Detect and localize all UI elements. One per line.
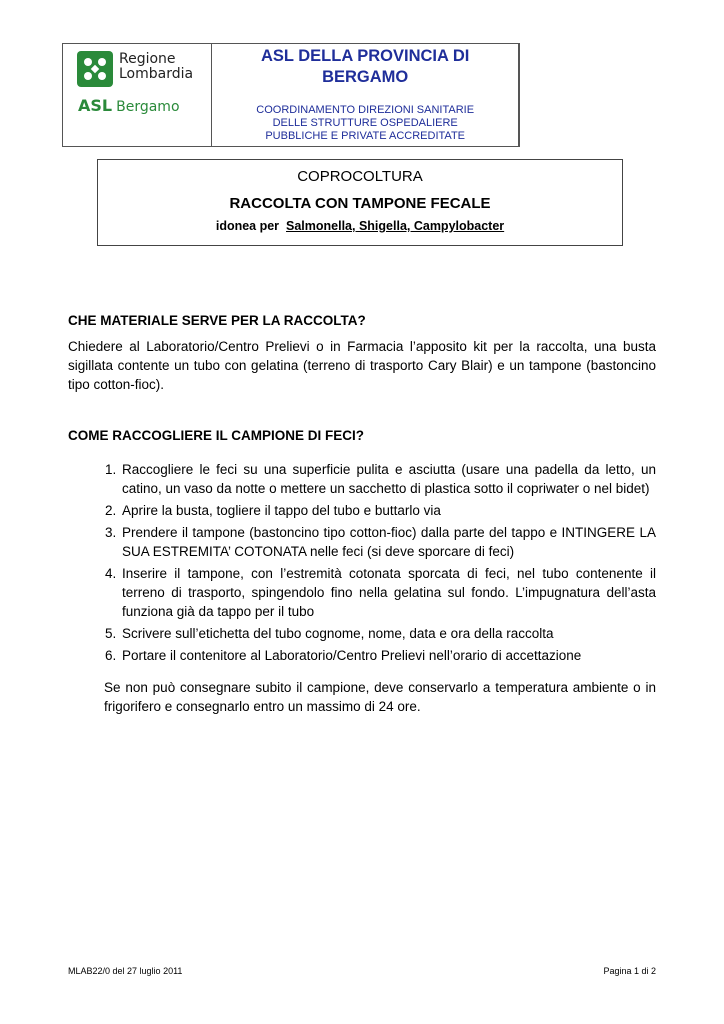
section-heading: COME RACCOGLIERE IL CAMPIONE DI FECI? xyxy=(68,428,365,443)
header-title: ASL DELLA PROVINCIA DI BERGAMO xyxy=(260,47,470,86)
storage-note: Se non può consegnare subito il campione, deve conservarlo a temperatura ambiente o in frigorifero e consegnarlo entro un massimo di 24 ore. xyxy=(104,680,656,714)
logo-region-text: Regione Lombardia xyxy=(119,51,194,82)
footer-page-number: Pagina 1 di 2 xyxy=(603,966,656,976)
document-category: COPROCOLTURA xyxy=(297,168,423,185)
section-body: Chiedere al Laboratorio/Centro Prelievi o in Farmacia l’apposito kit per la raccolta, una busta sigillata contente un tubo con gelatina (terreno di trasporto Cary Blair) e un tampone (bastoncino tipo cotton-fioc). xyxy=(68,339,656,392)
header-table xyxy=(62,43,520,147)
footer-document-code: MLAB22/0 del 27 luglio 2011 xyxy=(68,966,183,976)
list-item: 2. Aprire la busta, togliere il tappo del tubo e buttarlo via xyxy=(120,501,656,520)
document-scope: idonea per Salmonella, Shigella, Campylobacter xyxy=(215,219,505,233)
section-materials xyxy=(68,313,656,394)
list-item: 1. Raccogliere le feci su una superficie pulita e asciutta (usare una padella da letto, un catino, un vaso da notte o mettere un sacchetto di plastica sotto il copriwater o nel bidet) xyxy=(120,460,656,498)
section-heading: CHE MATERIALE SERVE PER LA RACCOLTA? xyxy=(68,313,366,328)
section-collection xyxy=(68,428,656,716)
list-item: 3. Prendere il tampone (bastoncino tipo cotton-fioc) dalla parte del tappo e INTINGERE LA SUA ESTREMITA’ COTONATA nelle feci (si deve sporcare di feci) xyxy=(120,523,656,561)
regione-lombardia-logo-icon xyxy=(77,51,113,87)
list-item: 5. Scrivere sull’etichetta del tubo cognome, nome, data e ora della raccolta xyxy=(120,624,656,643)
list-item: 6. Portare il contenitore al Laboratorio/Centro Prelievi nell’orario di accettazione xyxy=(120,646,656,665)
document-title: RACCOLTA CON TAMPONE FECALE xyxy=(229,195,491,212)
header-title-cell xyxy=(212,44,519,146)
list-item: 4. Inserire il tampone, con l’estremità cotonata sporcata di feci, nel tubo contenente il terreno di trasporto, spingendolo fino nella gelatina sul fondo. L’impugnatura dell’asta funziona già da tappo per il tubo xyxy=(120,564,656,621)
steps-list xyxy=(68,460,656,665)
logo-cell xyxy=(63,44,212,146)
header-subtitle: COORDINAMENTO DIREZIONI SANITARIE DELLE STRUTTURE OSPEDALIERE PUBBLICHE E PRIVATE ACCREDITATE xyxy=(256,104,475,142)
document-title-box xyxy=(97,159,623,246)
logo-asl-text: ASL Bergamo xyxy=(78,96,180,115)
